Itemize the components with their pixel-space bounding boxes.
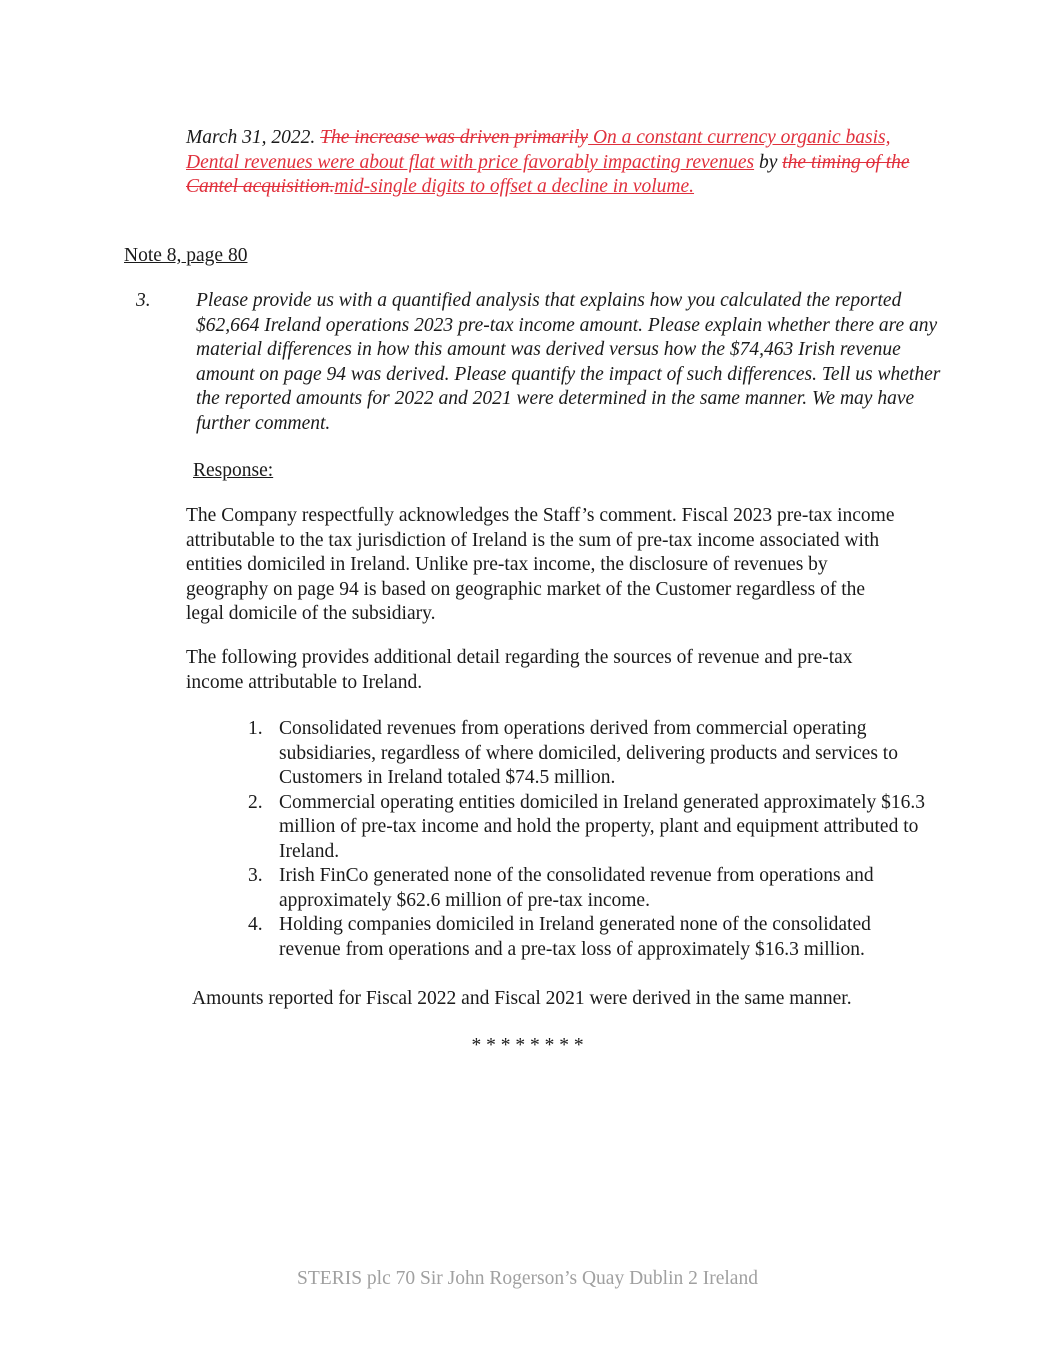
page-footer: STERIS plc 70 Sir John Rogerson’s Quay Dublin 2 Ireland [297, 1268, 758, 1289]
list-item [186, 791, 926, 865]
list-item [186, 717, 926, 791]
question-number: 3. [136, 290, 151, 311]
redline-plain: by [754, 151, 783, 173]
list-number: 4. [248, 914, 263, 935]
closing-statement: Amounts reported for Fiscal 2022 and Fiscal 2021 were derived in the same manner. [192, 988, 852, 1009]
note-heading: Note 8, page 80 [124, 245, 248, 266]
list-number: 3. [248, 865, 263, 886]
redline-paragraph [186, 126, 946, 200]
list-text: Commercial operating entities domiciled in Ireland generated approximately $16.3 million of pre-tax income and hold the property, plant and equipment attributed to Ireland. [279, 791, 925, 862]
response-paragraph: The Company respectfully acknowledges the Staff’s comment. Fiscal 2023 pre-tax income attributable to the tax jurisdiction of Ireland is the sum of pre-tax income associated with entities domiciled in Ireland. Unlike pre-tax income, the disclosure of revenues by geography on page 94 is based on geographic market of the Customer regardless of the legal domicile of the subsidiary. [186, 505, 895, 624]
inserted-text: mid-single digits to offset a decline in volume. [334, 176, 695, 197]
list-item [186, 864, 926, 913]
deleted-text: the timing of the Cantel acquisition. [186, 151, 910, 197]
list-text: Consolidated revenues from operations derived from commercial operating subsidiaries, regardless of where domiciled, delivering products and services to Customers in Ireland totaled $74.5 million. [279, 718, 898, 788]
list-text: Irish FinCo generated none of the consolidated revenue from operations and approximately $62.6 million of pre-tax income. [279, 865, 874, 911]
list-item [186, 913, 926, 962]
list-text: Holding companies domiciled in Ireland generated none of the consolidated revenue from operations and a pre-tax loss of approximately $16.3 million. [279, 914, 871, 960]
response-paragraph: The following provides additional detail regarding the sources of revenue and pre-tax income attributable to Ireland. [186, 647, 853, 693]
detail-list [186, 717, 926, 962]
response-heading: Response: [193, 460, 274, 481]
list-number: 2. [248, 791, 263, 813]
redline-lead: March 31, 2022. [186, 127, 321, 148]
list-number: 1. [248, 718, 263, 739]
question-text: Please provide us with a quantified analysis that explains how you calculated the reported $62,664 Ireland operations 2023 pre-tax income amount. Please explain whether there are any material differences in how this amount was derived versus how the $74,463 Irish revenue amount on page 94 was derived. Please quantify the impact of such differences. Tell us whether the reported amounts for 2022 and 2021 were determined in the same manner. We may have further comment. [196, 290, 941, 434]
section-separator: * * * * * * * * [471, 1035, 584, 1056]
inserted-text: On a constant currency organic basis, Dental revenues were about flat with price favorably impacting revenues [186, 127, 891, 173]
deleted-text: The increase was driven primarily [320, 127, 589, 148]
